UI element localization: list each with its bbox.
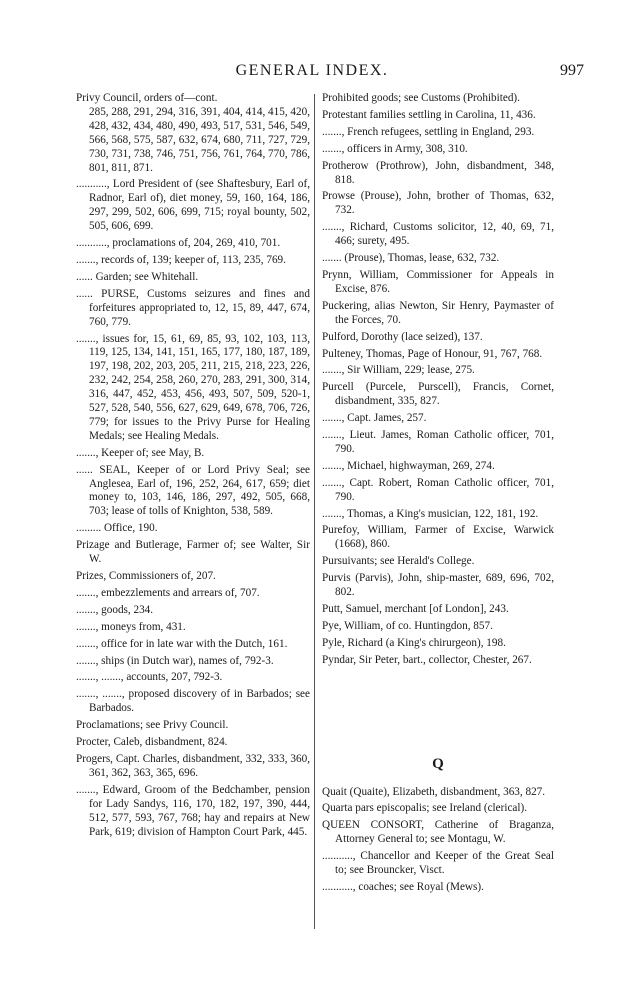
index-entry: ......., ......., accounts, 207, 792-3.	[76, 671, 223, 684]
index-entry: ......... Office, 190.	[76, 522, 158, 535]
index-entry: Prynn, William, Commissioner for Appeals in Excise, 876.	[322, 268, 554, 295]
index-entry: Progers, Capt. Charles, disbandment, 332, 333, 360, 361, 362, 363, 365, 696.	[76, 752, 310, 779]
index-entry: ....... (Prouse), Thomas, lease, 632, 732.	[322, 252, 500, 265]
index-entry: 285, 288, 291, 294, 316, 391, 404, 414, 415, 420, 428, 432, 434, 480, 490, 493, 517, 531, 546, 549, 566, 568, 575, 587, 632, 674, 680, 711, 727, 729, 730, 731, 738, 746, 751, 756, 761, 764, 770, 786, 801, 811, 871.	[89, 105, 310, 174]
index-entry: ......., Edward, Groom of the Bedchamber, pension for Lady Sandys, 116, 170, 182, 197, 390, 444, 512, 577, 593, 767, 768; hay and repairs at New Park, 619; division of Hampton Court Park, 445.	[76, 783, 310, 838]
index-entry: Protestant families settling in Carolina, 11, 436.	[322, 108, 536, 121]
index-entry: Prizage and Butlerage, Farmer of; see Walter, Sir W.	[76, 539, 310, 566]
index-entry: ...... SEAL, Keeper of or Lord Privy Seal; see Anglesea, Earl of, 196, 252, 264, 617, 659; diet money to, 103, 146, 186, 297, 492, 505, 668, 703; lease of tolls of Knighton, 538, 589.	[76, 463, 310, 518]
index-entry: ..........., Chancellor and Keeper of the Great Seal to; see Brouncker, Visct.	[322, 850, 554, 877]
index-entry: Pyndar, Sir Peter, bart., collector, Chester, 267.	[322, 653, 532, 666]
index-entry: ...... PURSE, Customs seizures and fines and forfeitures appropriated to, 12, 15, 89, 447, 674, 760, 779.	[76, 287, 310, 328]
index-entry: Prohibited goods; see Customs (Prohibited).	[322, 92, 520, 104]
running-title: GENERAL INDEX.	[235, 62, 389, 79]
index-entry: Protherow (Prothrow), John, disbandment, 348, 818.	[322, 159, 554, 186]
index-entry: Puckering, alias Newton, Sir Henry, Paymaster of the Forces, 70.	[322, 299, 554, 326]
index-entry: ......., Sir William, 229; lease, 275.	[322, 364, 475, 377]
page-header	[0, 62, 624, 84]
column-divider	[314, 94, 315, 929]
index-entry: Pyle, Richard (a King's chirurgeon), 198.	[322, 636, 506, 649]
index-entry: Pursuivants; see Herald's College.	[322, 555, 475, 568]
index-entry: Pye, William, of co. Huntingdon, 857.	[322, 619, 493, 632]
index-entry: ..........., Lord President of (see Shaftesbury, Earl of, Radnor, Earl of), diet money, 59, 160, 164, 186, 297, 299, 502, 606, 699, 715; royal bounty, 502, 505, 606, 699.	[76, 178, 310, 233]
index-entry: Proclamations; see Privy Council.	[76, 719, 229, 732]
index-entry: ......., Keeper of; see May, B.	[76, 446, 205, 459]
index-entry: Pulford, Dorothy (lace seized), 137.	[322, 330, 483, 343]
index-entry: ......., Lieut. James, Roman Catholic officer, 701, 790.	[322, 429, 554, 455]
index-entry: ..........., coaches; see Royal (Mews).	[322, 880, 484, 893]
index-entry: ......., Thomas, a King's musician, 122, 181, 192.	[322, 507, 539, 520]
index-entry: ......., issues for, 15, 61, 69, 85, 93, 102, 103, 113, 119, 125, 134, 141, 151, 165, 177, 180, 187, 189, 197, 198, 202, 203, 205, 211, 215, 218, 223, 226, 232, 242, 254, 258, 260, 270, 283, 291, 300, 314, 316, 447, 452, 453, 456, 493, 507, 509, 520-1, 527, 528, 540, 556, 627, 629, 649, 678, 706, 726, 779; for issues to the Privy Purse for Healing Medals; see Healing Medals.	[76, 332, 310, 442]
index-entry: ......., goods, 234.	[76, 603, 154, 616]
index-entry: ......., ......., proposed discovery of in Barbados; see Barbados.	[76, 688, 310, 715]
index-entry: Privy Council, orders of—cont.	[76, 92, 218, 104]
index-entry: ..........., proclamations of, 204, 269, 410, 701.	[76, 237, 281, 250]
index-entry: ...... Garden; see Whitehall.	[76, 270, 199, 283]
index-entry: Putt, Samuel, merchant [of London], 243.	[322, 603, 509, 615]
index-entry: ......., office for in late war with the Dutch, 161.	[76, 637, 288, 650]
right-index-column	[322, 92, 554, 895]
left-index-column	[76, 92, 310, 839]
index-entry: Purefoy, William, Farmer of Excise, Warwick (1668), 860.	[322, 524, 554, 551]
index-entry: ......., ships (in Dutch war), names of, 792-3.	[76, 654, 274, 667]
page-number: 997	[560, 62, 584, 79]
index-entry: Purcell (Purcele, Purscell), Francis, Cornet, disbandment, 335, 827.	[322, 381, 554, 408]
index-entry: ......., Capt. James, 257.	[322, 412, 427, 425]
section-letter-heading: Q	[432, 755, 444, 772]
index-entry: ......., officers in Army, 308, 310.	[322, 142, 468, 155]
index-entry: ......., embezzlements and arrears of, 707.	[76, 586, 260, 599]
index-entry: Pulteney, Thomas, Page of Honour, 91, 767, 768.	[322, 347, 543, 360]
index-entry: Purvis (Parvis), John, ship-master, 689, 696, 702, 802.	[322, 572, 554, 599]
index-entry: Quarta pars episcopalis; see Ireland (clerical).	[322, 802, 528, 815]
index-entry: Prizes, Commissioners of, 207.	[76, 570, 216, 582]
index-entry: ......., Michael, highwayman, 269, 274.	[322, 459, 495, 472]
index-entry: QUEEN CONSORT, Catherine of Braganza, Attorney General to; see Montagu, W.	[322, 819, 554, 846]
index-entry: ......., French refugees, settling in England, 293.	[322, 125, 535, 138]
index-entry: ......., Richard, Customs solicitor, 12, 40, 69, 71, 466; surety, 495.	[322, 221, 554, 248]
index-entry: Quait (Quaite), Elizabeth, disbandment, 363, 827.	[322, 785, 546, 798]
index-entry: ......., moneys from, 431.	[76, 620, 186, 633]
index-entry: ......., records of, 139; keeper of, 113, 235, 769.	[76, 253, 286, 266]
index-entry: Prowse (Prouse), John, brother of Thomas, 632, 732.	[322, 190, 554, 217]
index-entry: Procter, Caleb, disbandment, 824.	[76, 736, 228, 749]
index-entry: ......., Capt. Robert, Roman Catholic officer, 701, 790.	[322, 476, 554, 503]
